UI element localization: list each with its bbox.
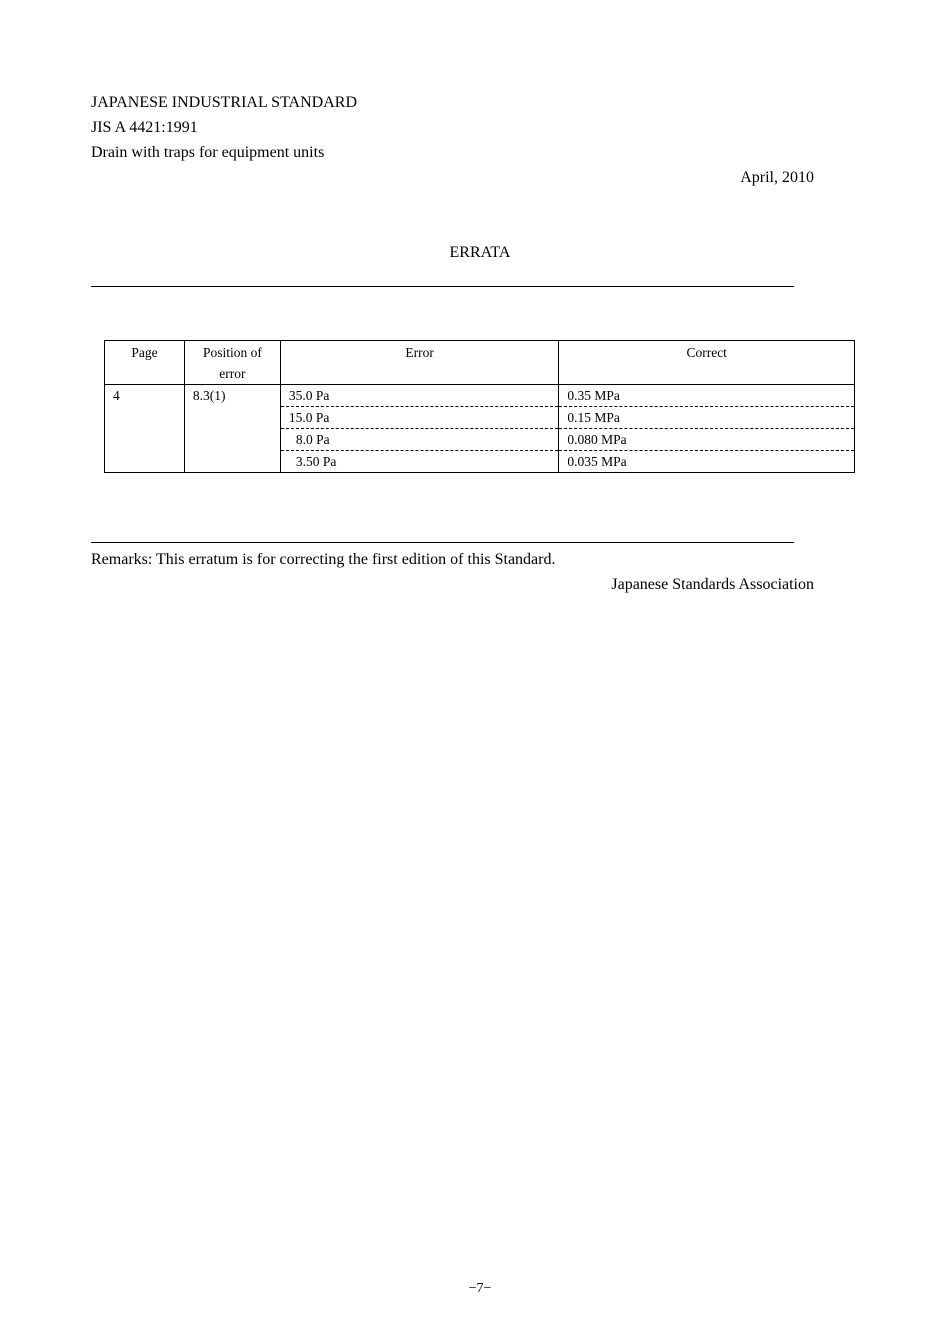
header-position xyxy=(184,341,280,385)
standard-number: JIS A 4421:1991 xyxy=(91,119,198,136)
page-number: −7− xyxy=(468,1281,492,1296)
page-title: ERRATA xyxy=(449,244,511,261)
errata-table xyxy=(104,340,855,473)
issue-date: April, 2010 xyxy=(740,169,814,186)
table-header-row xyxy=(105,341,855,385)
cell-error: 15.0 Pa xyxy=(280,407,559,429)
cell-correct: 0.15 MPa xyxy=(559,407,855,429)
header-page: Page xyxy=(105,341,185,385)
header-position-line2: error xyxy=(219,366,246,381)
remarks: Remarks: This erratum is for correcting the first edition of this Standard. xyxy=(91,551,556,568)
cell-error: 3.50 Pa xyxy=(280,451,559,473)
header-correct: Correct xyxy=(559,341,855,385)
standard-type: JAPANESE INDUSTRIAL STANDARD xyxy=(91,94,357,111)
cell-correct: 0.35 MPa xyxy=(559,385,855,407)
bottom-divider xyxy=(91,542,794,543)
top-divider xyxy=(91,286,794,287)
header-error: Error xyxy=(280,341,559,385)
table-row xyxy=(105,385,855,407)
cell-position: 8.3(1) xyxy=(184,385,280,473)
cell-error: 35.0 Pa xyxy=(280,385,559,407)
cell-correct: 0.080 MPa xyxy=(559,429,855,451)
cell-page: 4 xyxy=(105,385,185,473)
standard-title: Drain with traps for equipment units xyxy=(91,144,325,161)
cell-error: 8.0 Pa xyxy=(280,429,559,451)
header-position-line1: Position of xyxy=(202,345,262,360)
cell-correct: 0.035 MPa xyxy=(559,451,855,473)
issuer: Japanese Standards Association xyxy=(611,576,814,593)
